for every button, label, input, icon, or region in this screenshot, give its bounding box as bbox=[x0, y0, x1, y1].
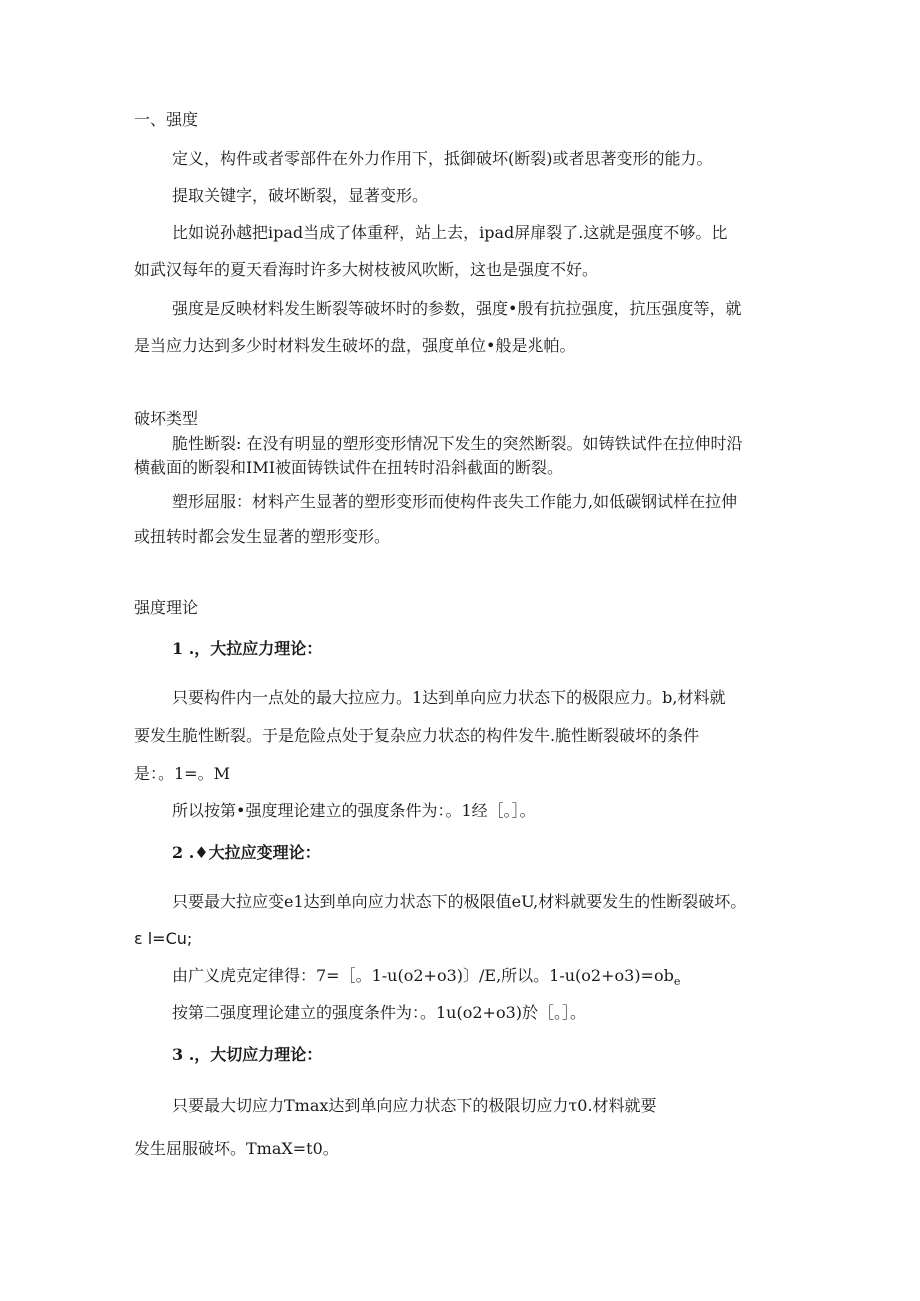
failure-brittle-line-2: 横截面的断裂和IMI被面铸铁试件在扭转时沿斜截面的断裂。 bbox=[134, 458, 564, 477]
failure-plastic-line-2: 或扭转时都会发生显著的塑形变形。 bbox=[134, 527, 391, 546]
theory-2-title: 2 .♦大拉应变理论： bbox=[172, 843, 321, 862]
theory-1-line-4: 所以按第•强度理论建立的强度条件为：。1经［。］。 bbox=[172, 801, 536, 820]
theory-3-line-2: 发生屈服破坏。TmaX=t0。 bbox=[134, 1139, 339, 1158]
strength-definition: 定义，构件或者零部件在外力作用下，抵御破坏(断裂)或者思著变形的能力。 bbox=[172, 149, 713, 168]
failure-brittle-line-1: 脆性断裂: 在没有明显的塑形变形情况下发生的突然断裂。如铸铁试件在拉伸时沿 bbox=[172, 434, 743, 453]
theory-1-line-1: 只要构件内一点处的最大拉应力。1达到单向应力状态下的极限应力。b,材料就 bbox=[172, 688, 726, 707]
theory-2-line-1: 只要最大拉应变e1达到单向应力状态下的极限值eU,材料就要发生的性断裂破坏。 bbox=[172, 892, 747, 911]
section-heading-theory: 强度理论 bbox=[134, 598, 199, 617]
section-heading-failure: 破坏类型 bbox=[134, 409, 199, 428]
strength-keywords: 提取关键字，破坏断裂，显著变形。 bbox=[172, 186, 429, 205]
strength-example-line-2: 如武汉每年的夏天看海时许多大树枝被风吹断，这也是强度不好。 bbox=[134, 260, 599, 279]
strength-example-line-1: 比如说孙越把ipad当成了体重秤，站上去，ipad屏扉裂了.这就是强度不够。比 bbox=[172, 223, 728, 242]
theory-2-formula-text: 由广义虎克定律得：7=［。1-u(o2+o3)〕/E,所以。1-u(o2+o3)=ob bbox=[172, 966, 674, 985]
theory-2-line-3 bbox=[172, 966, 680, 992]
strength-param-line-1: 强度是反映材料发生断裂等破坏时的参数，强度•殷有抗拉强度，抗压强度等，就 bbox=[172, 299, 742, 318]
section-heading-strength: 一、强度 bbox=[134, 110, 199, 129]
theory-2-line-2: ε l=Cu; bbox=[134, 929, 193, 948]
theory-1-line-3: 是：。1=。M bbox=[134, 764, 230, 783]
theory-2-line-4: 按第二强度理论建立的强度条件为：。1u(o2+o3)於［。］。 bbox=[172, 1003, 587, 1022]
theory-1-title: 1 .，大拉应力理论： bbox=[172, 639, 323, 658]
theory-1-line-2: 要发生脆性断裂。于是危险点处于复杂应力状态的构件发牛.脆性断裂破坏的条件 bbox=[134, 726, 700, 745]
theory-3-title: 3 .，大切应力理论： bbox=[172, 1045, 323, 1064]
strength-param-line-2: 是当应力达到多少时材料发生破坏的盘，强度单位•般是兆帕。 bbox=[134, 336, 576, 355]
theory-2-formula-subscript: e bbox=[673, 975, 681, 989]
failure-plastic-line-1: 塑形屈服：材料产生显著的塑形变形而使构件丧失工作能力,如低碳钢试样在拉伸 bbox=[172, 492, 738, 511]
theory-3-line-1: 只要最大切应力Tmax达到单向应力状态下的极限切应力τ0.材料就要 bbox=[172, 1096, 657, 1115]
